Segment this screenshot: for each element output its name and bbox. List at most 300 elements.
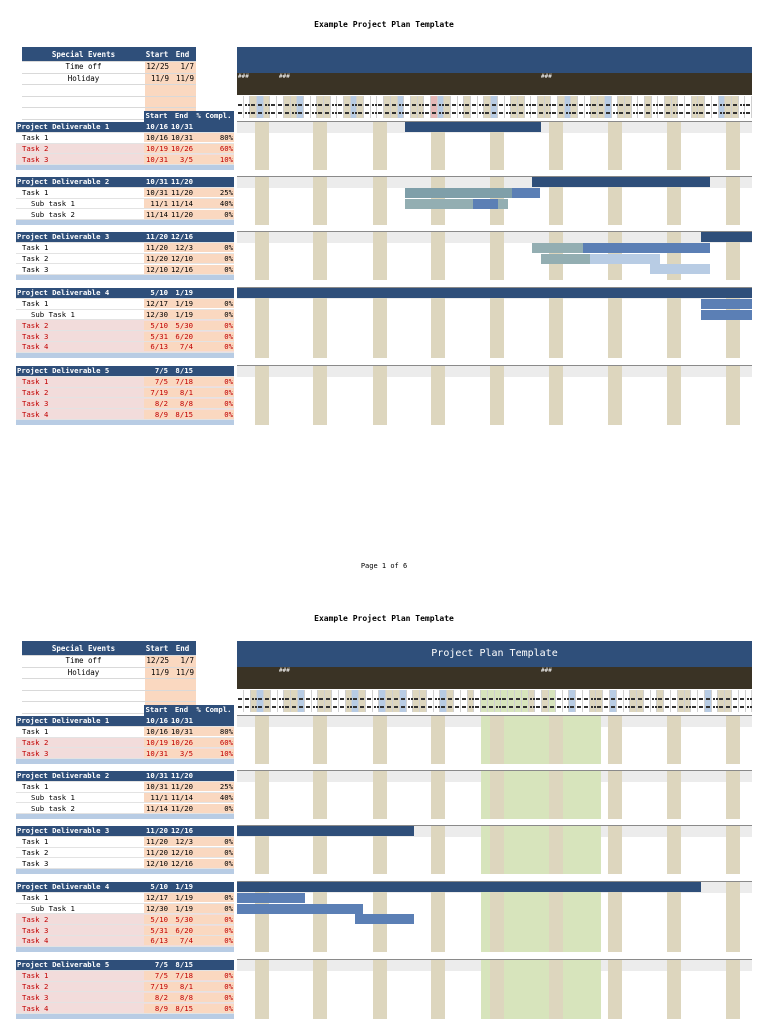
timeline-day-cell: [488, 690, 495, 712]
cell-start: 7/5: [144, 366, 169, 375]
task-row: [16, 243, 234, 254]
timeline-lane: [237, 882, 752, 952]
cell-name: Task 4: [16, 936, 144, 945]
cell-name: Task 2: [16, 321, 144, 330]
weekend-stripe: [726, 771, 740, 819]
timeline-day-cell: [379, 690, 386, 712]
cell-start: 7/5: [144, 377, 169, 386]
special-event-row: [22, 679, 196, 691]
deliverable-group: [16, 882, 234, 952]
timeline-day-cell: [377, 96, 384, 118]
cell-name: Task 1: [22, 727, 49, 737]
cell-end: 12/16: [169, 859, 194, 868]
timeline-day-cell: [257, 96, 264, 118]
task-row: [16, 936, 234, 947]
timeline-day-cell: [317, 96, 324, 118]
special-event-cell: [22, 108, 145, 119]
timeline-day-cell: [624, 690, 631, 712]
cell-end: 8/8: [169, 993, 194, 1002]
cell-start: 10/19: [144, 738, 169, 747]
timeline-day-cell: [644, 690, 651, 712]
cell-start: 12/30: [144, 904, 169, 913]
timeline-day-cell: [610, 690, 617, 712]
weekend-stripe: [608, 366, 622, 425]
cell-pct: 0%: [194, 399, 234, 408]
weekend-stripe: [255, 716, 269, 764]
weekend-stripe: [726, 366, 740, 425]
task-row: [16, 803, 234, 814]
cell-start: 5/31: [144, 926, 169, 935]
cell-start: 8/2: [144, 399, 169, 408]
cell-end: 12/16: [169, 265, 194, 274]
task-row: [16, 738, 234, 749]
weekend-stripe: [373, 232, 387, 280]
special-event-cell: [22, 97, 145, 108]
special-event-cell: 1/7: [171, 62, 196, 73]
task-row: [16, 388, 234, 399]
timeline-day-cell: [632, 96, 639, 118]
timeline-day-cell: [351, 96, 358, 118]
timeline-lane: [237, 232, 752, 280]
deliverable-gantt-bar: [701, 232, 752, 242]
timeline-lane: [237, 288, 752, 358]
cell-start: 10/31: [144, 749, 169, 758]
deliverable-row: [16, 177, 234, 188]
weekend-stripe: [373, 716, 387, 764]
cell-name: Task 3: [22, 264, 49, 274]
cell-start: 7/5: [144, 960, 169, 969]
cell-name: Project Deliverable 1: [17, 122, 110, 132]
task-gantt-bar: [473, 199, 498, 209]
cell-start: 11/20: [144, 826, 169, 835]
deliverable-row: [16, 826, 234, 837]
timeline-day-row-2: [237, 690, 752, 712]
task-row: [16, 782, 234, 793]
timeline-day-cell: [393, 690, 400, 712]
cell-end: 8/15: [169, 410, 194, 419]
cell-pct: 40%: [194, 199, 234, 208]
cell-pct: 80%: [194, 727, 234, 736]
cell-name: Task 2: [16, 388, 144, 397]
deliverable-gantt-bar: [405, 122, 541, 132]
timeline-day-cell: [698, 96, 705, 118]
cell-end: 8/15: [169, 1004, 194, 1013]
special-event-cell: 1/7: [171, 656, 196, 667]
cell-pct: 60%: [194, 144, 234, 153]
cell-start: 11/20: [144, 243, 169, 252]
weekend-stripe: [431, 716, 445, 764]
group-footer: [16, 947, 234, 952]
task-row: [16, 793, 234, 804]
weekend-stripe: [549, 826, 563, 874]
timeline-day-cell: [440, 690, 447, 712]
task-row: [16, 971, 234, 982]
special-events-table-2: [22, 641, 196, 714]
column-header: Start: [145, 111, 168, 120]
cell-end: 1/19: [169, 288, 194, 297]
weekend-stripe: [255, 771, 269, 819]
timeline-day-cell: [583, 690, 590, 712]
cell-end: 7/18: [169, 971, 194, 980]
task-row: [16, 858, 234, 869]
cell-pct: 0%: [194, 332, 234, 341]
deliverable-row: [16, 232, 234, 243]
cell-start: 7/19: [144, 388, 169, 397]
timeline-day-cell: [549, 690, 556, 712]
timeline-day-cell: [508, 690, 515, 712]
timeline-day-cell: [424, 96, 431, 118]
cell-pct: 80%: [194, 133, 234, 142]
weekend-stripe: [431, 882, 445, 952]
timeline-day-cell: [458, 96, 465, 118]
cell-name: Task 2: [22, 253, 49, 263]
cell-pct: 0%: [194, 859, 234, 868]
cell-name: Sub task 2: [31, 209, 75, 219]
cell-start: 8/2: [144, 993, 169, 1002]
weekend-stripe: [490, 716, 504, 764]
special-event-cell: [22, 679, 145, 690]
timeline-day-cell: [400, 690, 407, 712]
cell-end: 10/31: [169, 122, 194, 131]
document-title-2: Example Project Plan Template: [314, 614, 454, 623]
timeline-day-cell: [605, 96, 612, 118]
column-header: % Compl.: [196, 111, 232, 120]
cell-name: Sub task 2: [31, 803, 75, 813]
cell-start: 5/31: [144, 332, 169, 341]
timeline-day-cell: [464, 96, 471, 118]
overflow-hash-mark: ###: [238, 73, 249, 80]
timeline-day-cell: [331, 96, 338, 118]
timeline-day-cell: [732, 96, 739, 118]
weekend-stripe: [431, 960, 445, 1019]
page-2: [0, 594, 768, 1024]
timeline-day-cell: [447, 690, 454, 712]
deliverable-group: [16, 826, 234, 874]
timeline-day-cell: [454, 690, 461, 712]
timeline-day-cell: [461, 690, 468, 712]
cell-name: Task 3: [16, 399, 144, 408]
cell-start: 11/20: [144, 837, 169, 846]
timeline-day-cell: [685, 690, 692, 712]
special-event-cell: [145, 85, 171, 96]
cell-end: 11/20: [169, 804, 194, 813]
special-events-header: [22, 641, 196, 656]
weekend-stripe: [490, 771, 504, 819]
cell-name: Task 3: [16, 332, 144, 341]
cell-end: 11/20: [169, 782, 194, 791]
weekend-stripe: [726, 122, 740, 170]
special-event-cell: [171, 97, 196, 108]
task-row: [16, 144, 234, 155]
cell-pct: 0%: [194, 848, 234, 857]
weekend-stripe: [490, 366, 504, 425]
task-row: [16, 154, 234, 165]
deliverable-row: [16, 716, 234, 727]
cell-name: Task 1: [22, 133, 49, 143]
timeline-day-cell: [691, 690, 698, 712]
cell-name: Task 2: [16, 915, 144, 924]
weekend-stripe: [608, 960, 622, 1019]
deliverable-row: [16, 771, 234, 782]
timeline-day-cell: [438, 96, 445, 118]
task-row: [16, 914, 234, 925]
overflow-hash-mark: ###: [541, 667, 552, 674]
group-footer: [16, 420, 234, 425]
timeline-day-cell: [678, 96, 685, 118]
group-footer: [16, 814, 234, 819]
cell-pct: 0%: [194, 299, 234, 308]
special-event-cell: Time off: [65, 62, 102, 71]
timeline-day-cell: [284, 690, 291, 712]
cell-pct: 0%: [194, 971, 234, 980]
cell-pct: 0%: [194, 265, 234, 274]
cell-end: 1/19: [169, 904, 194, 913]
timeline-day-cell: [705, 690, 712, 712]
weekend-stripe: [608, 771, 622, 819]
special-event-cell: Time off: [65, 656, 102, 665]
timeline-day-cell: [434, 690, 441, 712]
cell-pct: 0%: [194, 342, 234, 351]
cell-start: 10/16: [144, 727, 169, 736]
timeline-day-cell: [468, 690, 475, 712]
task-row: [16, 342, 234, 353]
weekend-stripe: [490, 232, 504, 280]
cell-name: Task 1: [16, 377, 144, 386]
timeline-day-cell: [725, 690, 732, 712]
cell-name: Task 2: [16, 144, 144, 153]
cell-name: Sub task 1: [31, 198, 75, 208]
timeline-day-cell: [651, 690, 658, 712]
task-row: [16, 209, 234, 220]
cell-pct: 0%: [194, 388, 234, 397]
weekend-stripe: [313, 122, 327, 170]
timeline-day-cell: [556, 690, 563, 712]
task-gantt-bar: [532, 243, 583, 253]
cell-start: 7/19: [144, 982, 169, 991]
timeline-day-cell: [305, 690, 312, 712]
cell-name: Project Deliverable 3: [17, 232, 110, 242]
cell-pct: 0%: [194, 904, 234, 913]
weekend-stripe: [667, 826, 681, 874]
timeline-lane: [237, 366, 752, 425]
cell-start: 11/20: [144, 848, 169, 857]
deliverable-gantt-bar: [237, 826, 414, 836]
weekend-stripe: [549, 288, 563, 358]
timeline-day-cell: [431, 96, 438, 118]
task-gantt-bar: [650, 264, 710, 274]
timeline-lane: [237, 960, 752, 1019]
group-footer: [16, 165, 234, 170]
cell-start: 12/17: [144, 299, 169, 308]
timeline-day-cell: [324, 96, 331, 118]
timeline-day-cell: [304, 96, 311, 118]
timeline-day-cell: [569, 690, 576, 712]
cell-start: 11/20: [144, 254, 169, 263]
timeline-day-cell: [264, 690, 271, 712]
cell-end: 3/5: [169, 155, 194, 164]
deliverable-group: [16, 177, 234, 225]
timeline-day-cell: [291, 690, 298, 712]
weekend-stripe: [726, 177, 740, 225]
cell-name: Sub Task 1: [31, 309, 75, 319]
timeline-day-cell: [237, 96, 244, 118]
deliverable-group: [16, 366, 234, 425]
timeline-day-cell: [585, 96, 592, 118]
cell-pct: 0%: [194, 915, 234, 924]
cell-end: 8/15: [169, 366, 194, 375]
timeline-day-cell: [474, 690, 481, 712]
task-gantt-bar: [237, 893, 305, 903]
task-row: [16, 409, 234, 420]
timeline-day-cell: [311, 96, 318, 118]
special-event-cell: 12/25: [146, 656, 169, 665]
cell-pct: 25%: [194, 188, 234, 197]
cell-start: 11/1: [144, 793, 169, 802]
cell-name: Task 1: [22, 782, 49, 792]
timeline-day-cell: [612, 96, 619, 118]
timeline-day-cell: [692, 96, 699, 118]
document-title: Example Project Plan Template: [314, 20, 454, 29]
timeline-day-cell: [325, 690, 332, 712]
cell-start: 10/31: [144, 155, 169, 164]
deliverable-row: [16, 122, 234, 133]
weekend-stripe: [313, 177, 327, 225]
timeline-day-cell: [538, 96, 545, 118]
special-events-header-cell: Special Events: [51, 643, 116, 653]
cell-start: 12/17: [144, 893, 169, 902]
cell-end: 10/26: [169, 738, 194, 747]
timeline-day-cell: [531, 96, 538, 118]
cell-pct: 0%: [194, 310, 234, 319]
group-footer: [16, 275, 234, 280]
cell-pct: 0%: [194, 321, 234, 330]
column-header: End: [174, 705, 189, 714]
special-event-cell: [145, 691, 171, 702]
cell-start: 10/16: [144, 122, 169, 131]
special-events-header-cell: End: [171, 644, 196, 653]
timeline-lane: [237, 716, 752, 764]
weekend-stripe: [373, 771, 387, 819]
weekend-stripe: [373, 288, 387, 358]
cell-end: 12/3: [169, 837, 194, 846]
cell-name: Task 1: [16, 971, 144, 980]
cell-pct: 0%: [194, 254, 234, 263]
timeline-day-cell: [371, 96, 378, 118]
timeline-day-cell: [685, 96, 692, 118]
timeline-day-cell: [545, 96, 552, 118]
special-event-row: [22, 62, 196, 74]
cell-end: 6/20: [169, 332, 194, 341]
weekend-stripe: [313, 960, 327, 1019]
cell-end: 7/4: [169, 342, 194, 351]
cell-start: 8/9: [144, 410, 169, 419]
timeline-day-cell: [407, 690, 414, 712]
deliverable-group: [16, 705, 234, 764]
cell-name: Sub task 1: [31, 792, 75, 802]
weekend-stripe: [726, 960, 740, 1019]
weekend-stripe: [313, 882, 327, 952]
task-row: [16, 727, 234, 738]
task-row: [16, 310, 234, 321]
timeline-banner-2: Project Plan Template: [237, 641, 752, 667]
timeline-day-cell: [637, 690, 644, 712]
cell-end: 5/30: [169, 321, 194, 330]
task-row: [16, 133, 234, 144]
timeline-day-cell: [591, 96, 598, 118]
cell-pct: 0%: [194, 982, 234, 991]
weekend-stripe: [726, 882, 740, 952]
column-header-row: [144, 705, 234, 716]
task-gantt-bar: [355, 914, 414, 924]
timeline-day-cell: [418, 96, 425, 118]
special-event-row: [22, 656, 196, 668]
cell-start: 10/31: [144, 782, 169, 791]
cell-end: 11/20: [169, 771, 194, 780]
timeline-day-cell: [551, 96, 558, 118]
deliverable-group: [16, 232, 234, 280]
special-events-header: [22, 47, 196, 62]
cell-pct: 0%: [194, 1004, 234, 1013]
timeline-day-cell: [352, 690, 359, 712]
cell-end: 11/14: [169, 199, 194, 208]
weekend-stripe: [549, 960, 563, 1019]
timeline-lane: [237, 826, 752, 874]
timeline-lane: [237, 771, 752, 819]
timeline-day-cell: [652, 96, 659, 118]
timeline-day-cell: [718, 690, 725, 712]
timeline-day-cell: [603, 690, 610, 712]
cell-name: Project Deliverable 4: [17, 288, 110, 298]
timeline-day-cell: [565, 96, 572, 118]
cell-end: 7/18: [169, 377, 194, 386]
timeline-day-cell: [413, 690, 420, 712]
cell-name: Project Deliverable 1: [17, 716, 110, 726]
weekend-stripe: [549, 366, 563, 425]
task-row: [16, 748, 234, 759]
cell-start: 11/1: [144, 199, 169, 208]
task-row: [16, 893, 234, 904]
cell-start: 11/14: [144, 210, 169, 219]
timeline-day-cell: [525, 96, 532, 118]
cell-name: Project Deliverable 3: [17, 826, 110, 836]
weekend-stripe: [255, 232, 269, 280]
timeline-day-cell: [251, 690, 258, 712]
weekend-stripe: [431, 288, 445, 358]
task-gantt-bar: [237, 904, 363, 914]
cell-end: 10/31: [169, 133, 194, 142]
timeline-day-cell: [658, 96, 665, 118]
task-row: [16, 199, 234, 210]
task-row: [16, 320, 234, 331]
timeline-day-cell: [391, 96, 398, 118]
timeline-day-cell: [318, 690, 325, 712]
timeline-day-cell: [495, 690, 502, 712]
cell-pct: 10%: [194, 155, 234, 164]
cell-name: Task 1: [22, 243, 49, 253]
cell-end: 6/20: [169, 926, 194, 935]
task-row: [16, 904, 234, 915]
timeline-day-cell: [237, 690, 244, 712]
timeline-day-cell: [705, 96, 712, 118]
cell-end: 11/20: [169, 210, 194, 219]
timeline-day-cell: [576, 690, 583, 712]
special-event-row: [22, 97, 196, 109]
timeline-day-cell: [257, 690, 264, 712]
timeline-day-cell: [518, 96, 525, 118]
cell-start: 10/16: [144, 133, 169, 142]
weekend-stripe: [490, 882, 504, 952]
cell-start: 5/10: [144, 321, 169, 330]
